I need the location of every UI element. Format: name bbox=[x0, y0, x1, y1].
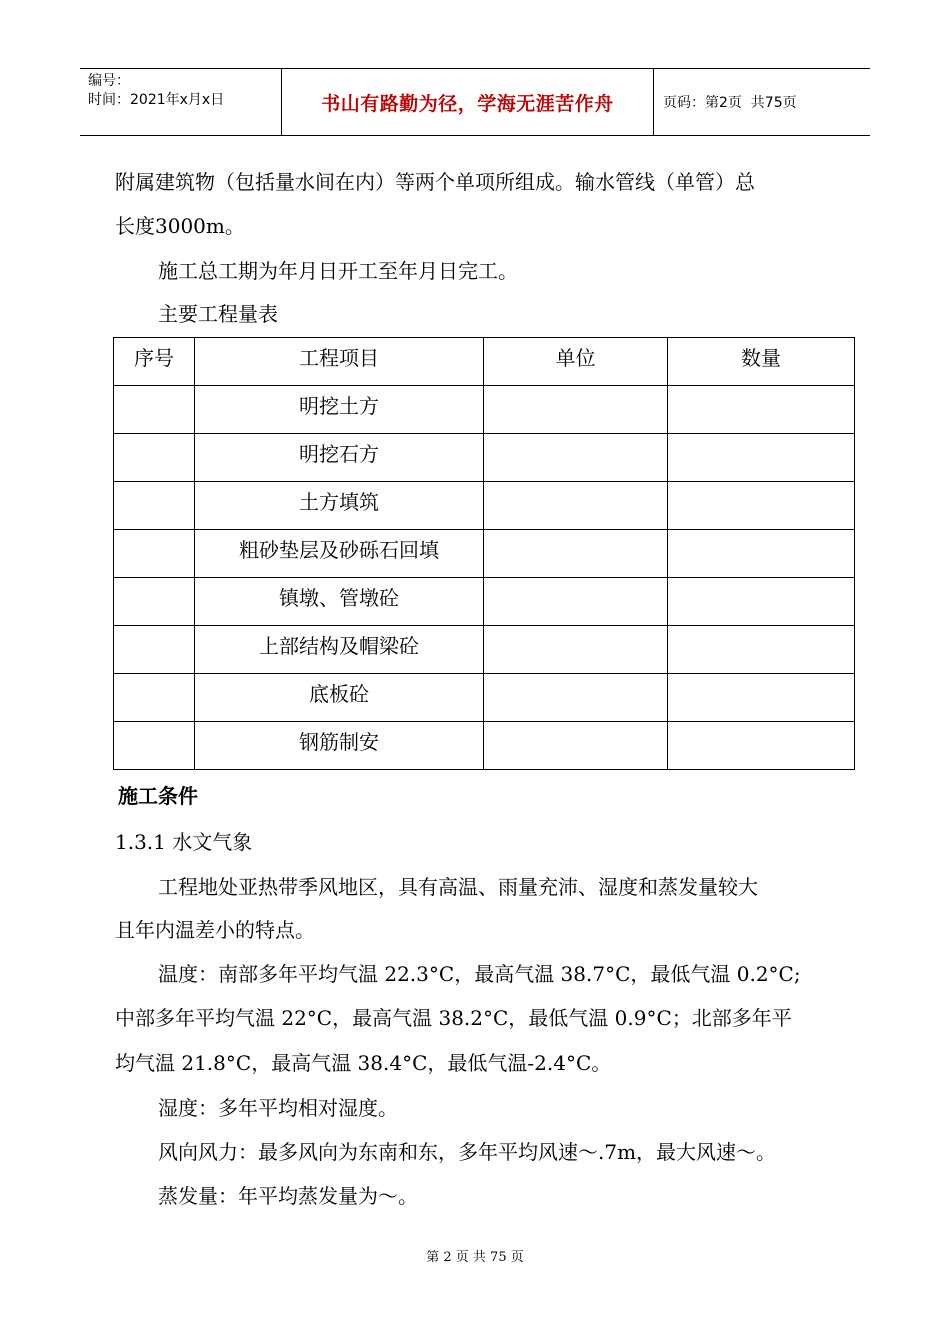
cell-unit bbox=[484, 434, 668, 482]
paragraph-line: 温度：南部多年平均气温 22.3°C，最高气温 38.7°C，最低气温 0.2°C; bbox=[158, 962, 801, 986]
table-row bbox=[114, 482, 855, 530]
paragraph-line: 附属建筑物（包括量水间在内）等两个单项所组成。输水管线（单管）总 bbox=[115, 170, 755, 194]
cell-qty bbox=[668, 674, 855, 722]
cell-no bbox=[114, 674, 195, 722]
cell-unit bbox=[484, 578, 668, 626]
document-number-label: 编号： bbox=[88, 73, 130, 89]
paragraph-line: 长度3000m。 bbox=[115, 214, 245, 238]
column-header-no: 序号 bbox=[114, 338, 195, 386]
cell-unit bbox=[484, 530, 668, 578]
header-motto: 书山有路勤为径，学海无涯苦作舟 bbox=[282, 69, 654, 135]
cell-qty bbox=[668, 434, 855, 482]
cell-qty bbox=[668, 482, 855, 530]
cell-qty bbox=[668, 530, 855, 578]
subsection-title: 1.3.1 水文气象 bbox=[115, 830, 253, 854]
cell-no bbox=[114, 482, 195, 530]
column-header-unit: 单位 bbox=[484, 338, 668, 386]
quantities-table bbox=[113, 337, 855, 770]
cell-no bbox=[114, 578, 195, 626]
humidity-line: 湿度：多年平均相对湿度。 bbox=[158, 1096, 398, 1120]
cell-item: 底板砼 bbox=[195, 674, 484, 722]
cell-no bbox=[114, 434, 195, 482]
cell-qty bbox=[668, 626, 855, 674]
header-page-number: 页码：第2页 共75页 bbox=[663, 95, 797, 111]
cell-unit bbox=[484, 722, 668, 770]
cell-no bbox=[114, 626, 195, 674]
column-header-item: 工程项目 bbox=[195, 338, 484, 386]
schedule-paragraph: 施工总工期为年月日开工至年月日完工。 bbox=[158, 259, 518, 283]
table-row bbox=[114, 626, 855, 674]
table-row bbox=[114, 722, 855, 770]
cell-unit bbox=[484, 386, 668, 434]
section-title: 施工条件 bbox=[118, 784, 198, 808]
cell-no bbox=[114, 530, 195, 578]
cell-item: 粗砂垫层及砂砾石回填 bbox=[195, 530, 484, 578]
wind-line: 风向风力：最多风向为东南和东，多年平均风速～.7m，最大风速～。 bbox=[158, 1140, 777, 1164]
cell-no bbox=[114, 722, 195, 770]
cell-qty bbox=[668, 722, 855, 770]
cell-item: 上部结构及帽梁砼 bbox=[195, 626, 484, 674]
cell-item: 土方填筑 bbox=[195, 482, 484, 530]
page-footer: 第 2 页 共 75 页 bbox=[426, 1250, 524, 1265]
column-header-qty: 数量 bbox=[668, 338, 855, 386]
cell-unit bbox=[484, 482, 668, 530]
cell-unit bbox=[484, 674, 668, 722]
cell-item: 镇墩、管墩砼 bbox=[195, 578, 484, 626]
table-header-row bbox=[114, 338, 855, 386]
header-meta bbox=[80, 69, 282, 135]
page-header bbox=[80, 68, 870, 136]
paragraph-line: 且年内温差小的特点。 bbox=[115, 918, 315, 942]
paragraph-line: 工程地处亚热带季风地区，具有高温、雨量充沛、湿度和蒸发量较大 bbox=[158, 875, 758, 899]
table-row bbox=[114, 530, 855, 578]
paragraph-line: 中部多年平均气温 22°C，最高气温 38.2°C，最低气温 0.9°C；北部多年平 bbox=[115, 1006, 792, 1030]
cell-unit bbox=[484, 626, 668, 674]
cell-item: 明挖土方 bbox=[195, 386, 484, 434]
table-caption: 主要工程量表 bbox=[158, 302, 278, 326]
table-row bbox=[114, 578, 855, 626]
paragraph-line: 均气温 21.8°C，最高气温 38.4°C，最低气温-2.4°C。 bbox=[115, 1051, 612, 1075]
cell-no bbox=[114, 386, 195, 434]
cell-item: 钢筋制安 bbox=[195, 722, 484, 770]
table-row bbox=[114, 434, 855, 482]
cell-qty bbox=[668, 578, 855, 626]
evaporation-line: 蒸发量：年平均蒸发量为～。 bbox=[158, 1184, 418, 1208]
cell-item: 明挖石方 bbox=[195, 434, 484, 482]
table-row bbox=[114, 386, 855, 434]
header-page-info bbox=[654, 69, 870, 135]
cell-qty bbox=[668, 386, 855, 434]
table-row bbox=[114, 674, 855, 722]
document-date: 时间：2021年x月x日 bbox=[88, 92, 225, 108]
